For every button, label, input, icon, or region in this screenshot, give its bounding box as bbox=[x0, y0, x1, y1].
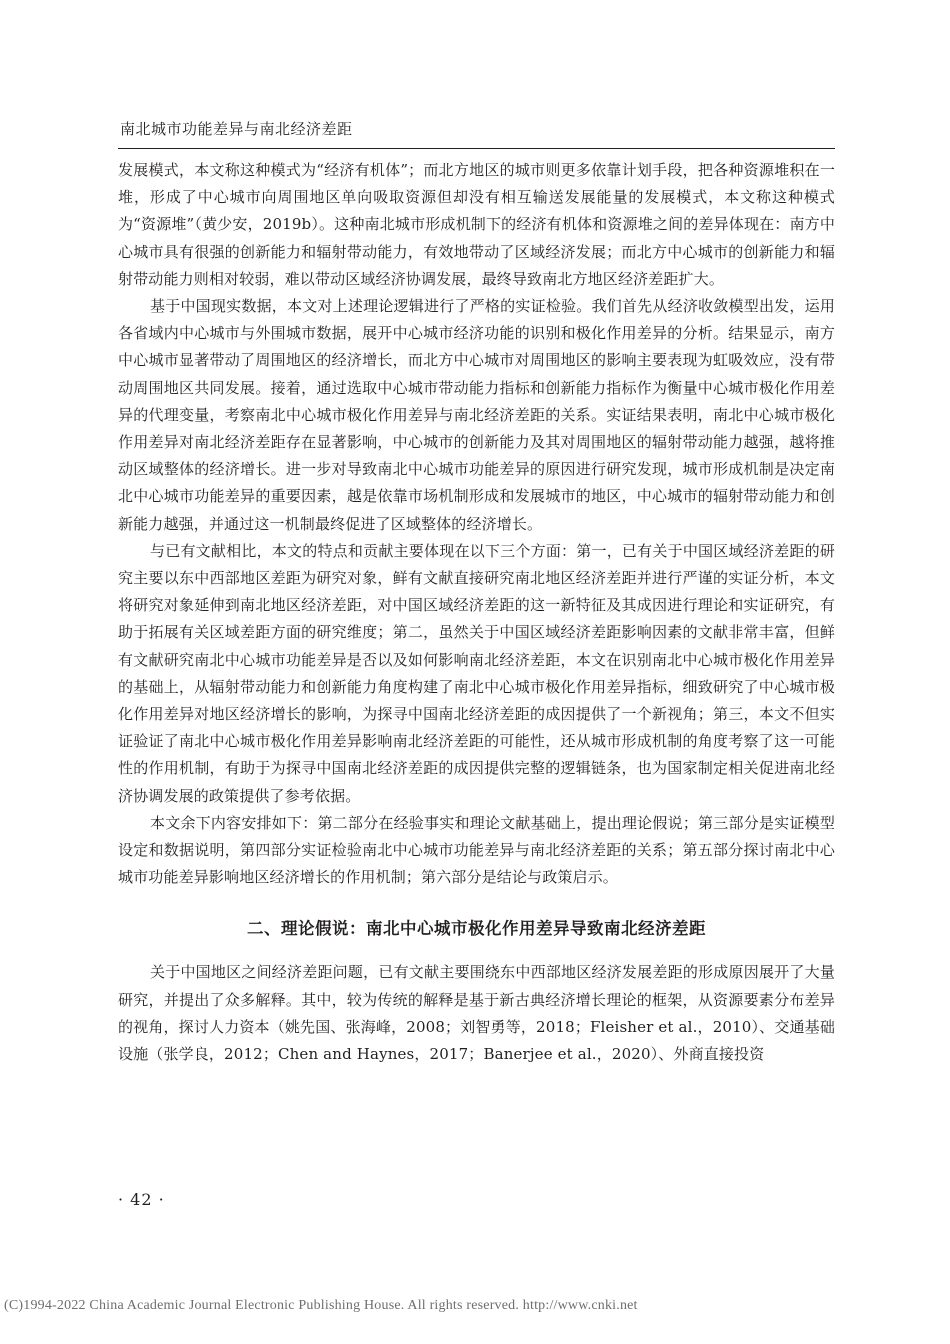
paragraph-section-intro: 关于中国地区之间经济差距问题，已有文献主要围绕东中西部地区经济发展差距的形成原因展开了大量研究，并提出了众多解释。其中，较为传统的解释是基于新古典经济增长理论的框架，从资源要素分布差异的视角，探讨人力资本（姚先国、张海峰，2008；刘智勇等，2018；Fleisher et al.，2010）、交通基础设施（张学良，2012；Chen and Haynes，2017；Banerjee et al.，2020）、外商直接投资 bbox=[118, 963, 835, 1064]
paragraph-contributions: 与已有文献相比，本文的特点和贡献主要体现在以下三个方面：第一，已有关于中国区域经济差距的研究主要以东中西部地区差距为研究对象，鲜有文献直接研究南北地区经济差距并进行严谨的实证分析，本文将研究对象延伸到南北地区经济差距，对中国区域经济差距的这一新特征及其成因进行理论和实证研究，有助于拓展有关区域差距方面的研究维度；第二，虽然关于中国区域经济差距影响因素的文献非常丰富，但鲜有文献研究南北中心城市功能差异是否以及如何影响南北经济差距，本文在识别南北中心城市极化作用差异的基础上，从辐射带动能力和创新能力角度构建了南北中心城市极化作用差异指标，细致研究了中心城市极化作用差异对地区经济增长的影响，为探寻中国南北经济差距的成因提供了一个新视角；第三，本文不但实证验证了南北中心城市极化作用差异影响南北经济差距的可能性，还从城市形成机制的角度考察了这一可能性的作用机制，有助于为探寻中国南北经济差距的成因提供完整的逻辑链条，也为国家制定相关促进南北经济协调发展的政策提供了参考依据。 bbox=[118, 541, 835, 805]
paragraph-empirical-summary: 基于中国现实数据，本文对上述理论逻辑进行了严格的实证检验。我们首先从经济收敛模型出发，运用各省域内中心城市与外围城市数据，展开中心城市经济功能的识别和极化作用差异的分析。结果显示，南方中心城市显著带动了周围地区的经济增长，而北方中心城市对周围地区的影响主要表现为虹吸效应，没有带动周围地区共同发展。接着，通过选取中心城市带动能力指标和创新能力指标作为衡量中心城市极化作用差异的代理变量，考察南北中心城市极化作用差异与南北经济差距的关系。实证结果表明，南北中心城市极化作用差异对南北经济差距存在显著影响，中心城市的创新能力及其对周围地区的辐射带动能力越强，越将推动区域整体的经济增长。进一步对导致南北中心城市功能差异的原因进行研究发现，城市形成机制是决定南北中心城市功能差异的重要因素，越是依靠市场机制形成和发展城市的地区，中心城市的辐射带动能力和创新能力越强，并通过这一机制最终促进了区域整体的经济增长。 bbox=[118, 297, 835, 533]
page-number: · 42 · bbox=[118, 1190, 165, 1209]
paragraph-continued: 发展模式，本文称这种模式为“经济有机体”；而北方地区的城市则更多依靠计划手段，把各种资源堆积在一堆，形成了中心城市向周围地区单向吸取资源但却没有相互输送发展能量的发展模式，本文称这种模式为“资源堆”（黄少安，2019b）。这种南北城市形成机制下的经济有机体和资源堆之间的差异体现在：南方中心城市具有很强的创新能力和辐射带动能力，有效地带动了区域经济发展；而北方中心城市的创新能力和辐射带动能力则相对较弱，难以带动区域经济协调发展，最终导致南北方地区经济差距扩大。 bbox=[118, 161, 835, 288]
copyright-notice: (C)1994-2022 China Academic Journal Electronic Publishing House. All rights reserved. http://www.cnki.net bbox=[4, 1298, 638, 1313]
running-title: 南北城市功能差异与南北经济差距 bbox=[120, 120, 353, 138]
section-heading: 二、理论假说：南北中心城市极化作用差异导致南北经济差距 bbox=[247, 919, 706, 939]
article-body bbox=[118, 157, 835, 1068]
header-rule bbox=[118, 148, 835, 149]
paragraph-structure: 本文余下内容安排如下：第二部分在经验事实和理论文献基础上，提出理论假说；第三部分是实证模型设定和数据说明，第四部分实证检验南北中心城市功能差异与南北经济差距的关系；第五部分探讨南北中心城市功能差异影响地区经济增长的作用机制；第六部分是结论与政策启示。 bbox=[118, 813, 835, 887]
